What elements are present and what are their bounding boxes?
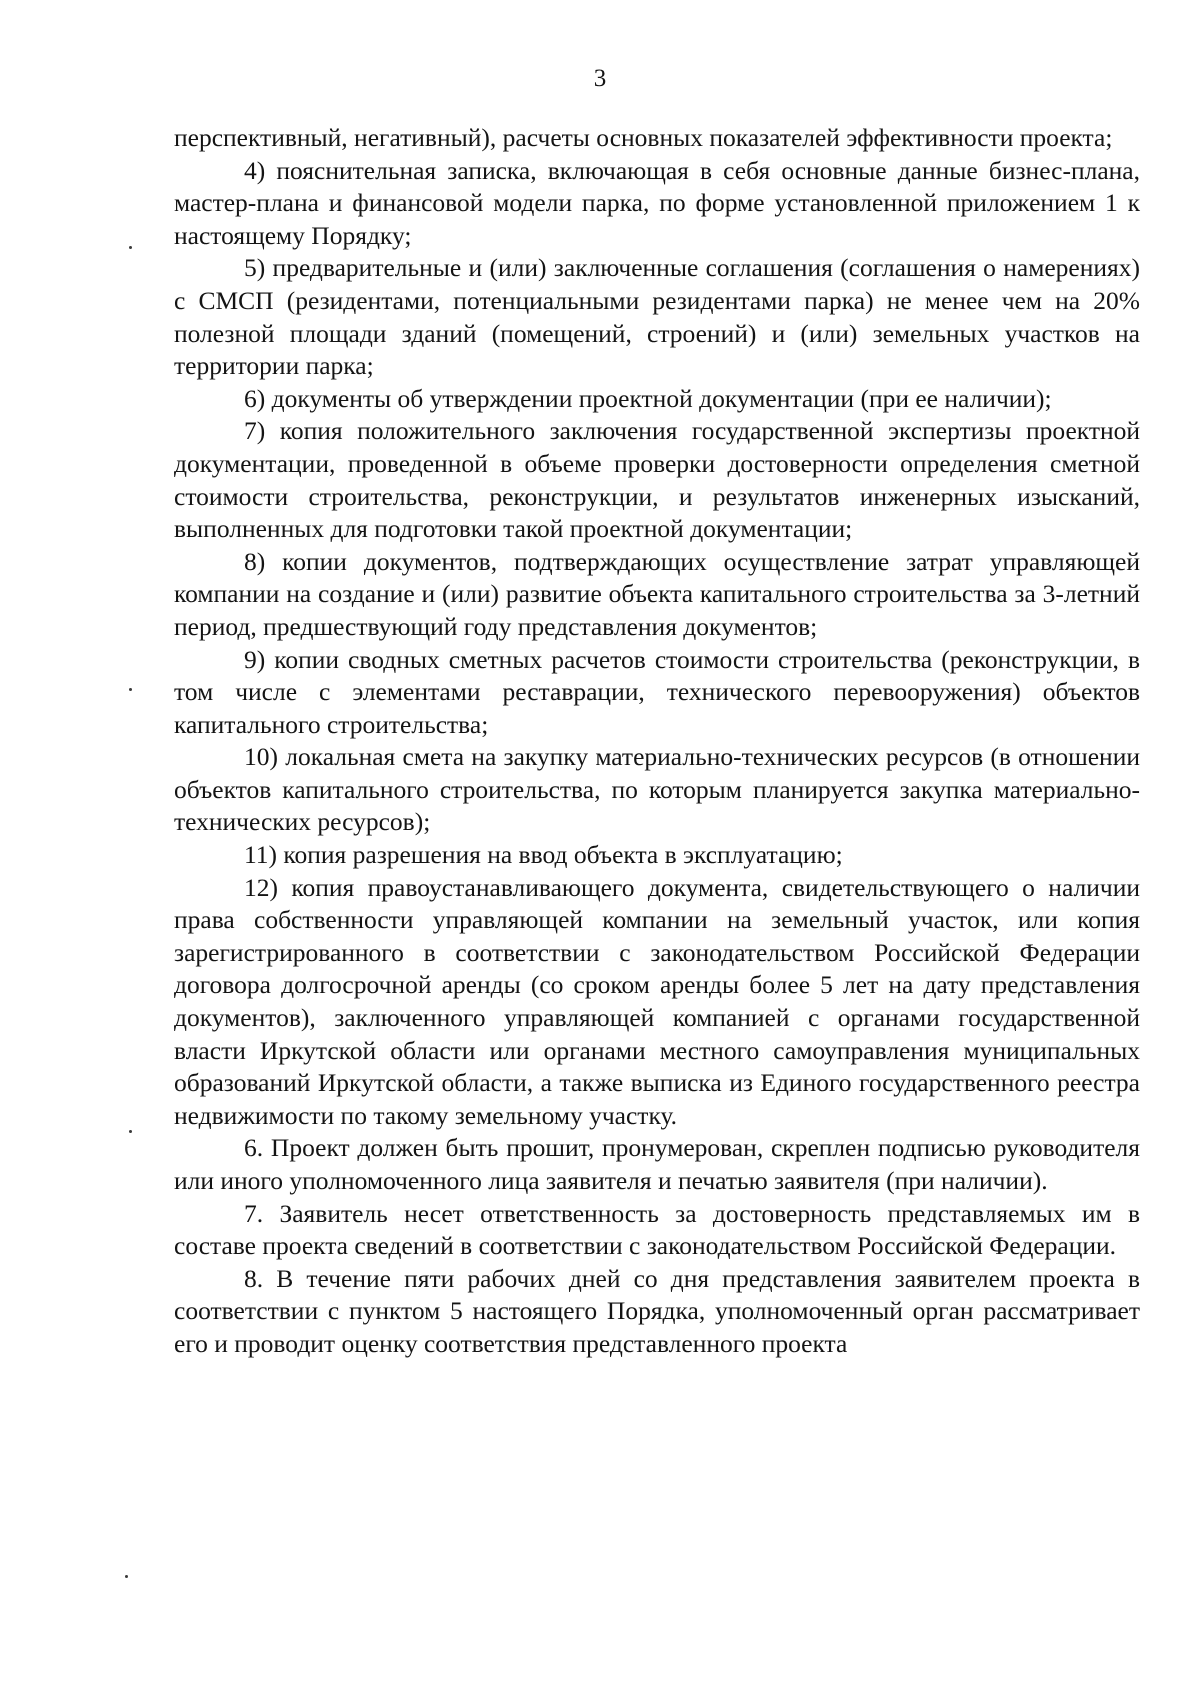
margin-mark [129,1130,132,1133]
paragraph-item-6: 6) документы об утверждении проектной документации (при ее наличии); [244,383,1052,413]
paragraph-clause-7: 7. Заявитель несет ответственность за достоверность представляемых им в составе проекта сведений в соответствии с законодательством Российской Федерации. [174,1198,1140,1261]
page-number: 3 [593,65,607,92]
paragraph-item-9: 9) копии сводных сметных расчетов стоимости строительства (реконструкции, в том числе с элементами реставрации, технического перевооружения) объектов капитального строительства; [174,644,1140,739]
paragraph-item-11: 11) копия разрешения на ввод объекта в эксплуатацию; [244,840,843,870]
margin-mark [129,246,132,249]
paragraph-item-5: 5) предварительные и (или) заключенные соглашения (соглашения о намерениях) с СМСП (резидентами, потенциальными резидентами парка) не менее чем на 20% полезной площади зданий (помещений, строений) и (или) земельных участков на территории парка; [174,253,1140,381]
paragraph-item-12: 12) копия правоустанавливающего документа, свидетельствующего о наличии права собственности управляющей компании на земельный участок, или копия зарегистрированного в соответствии с законодательством Российской Федерации договора долгосрочной аренды (со сроком аренды более 5 лет на дату представления документов), заключенного управляющей компанией с органами государственной власти Иркутской области или органами местного самоуправления муниципальных образований Иркутской области, а также выписка из Единого государственного реестра недвижимости по такому земельному участку. [174,872,1140,1130]
paragraph-item-10: 10) локальная смета на закупку материально-технических ресурсов (в отношении объектов капитального строительства, по которым планируется закупка материально-технических ресурсов); [174,742,1140,837]
paragraph-item-8: 8) копии документов, подтверждающих осуществление затрат управляющей компании на создание и (или) развитие объекта капитального строительства за 3-летний период, предшествующий году представления документов; [174,546,1140,641]
paragraph-continuation: перспективный, негативный), расчеты основных показателей эффективности проекта; [174,123,1113,152]
paragraph-clause-8: 8. В течение пяти рабочих дней со дня представления заявителем проекта в соответствии с пунктом 5 настоящего Порядка, уполномоченный орган рассматривает его и проводит оценку соответствия представленного проекта [174,1263,1140,1358]
paragraph-clause-6: 6. Проект должен быть прошит, пронумерован, скреплен подписью руководителя или иного уполномоченного лица заявителя и печатью заявителя (при наличии). [174,1133,1140,1195]
paragraph-item-7: 7) копия положительного заключения государственной экспертизы проектной документации, проведенной в объеме проверки достоверности определения сметной стоимости строительства, реконструкции, и результатов инженерных изысканий, выполненных для подготовки такой проектной документации; [174,416,1140,544]
margin-mark [125,1575,128,1578]
paragraph-item-4: 4) пояснительная записка, включающая в себя основные данные бизнес-плана, мастер-плана и финансовой модели парка, по форме установленной приложением 1 к настоящему Порядку; [174,155,1140,250]
document-body [174,122,1140,1361]
margin-mark [129,688,132,691]
